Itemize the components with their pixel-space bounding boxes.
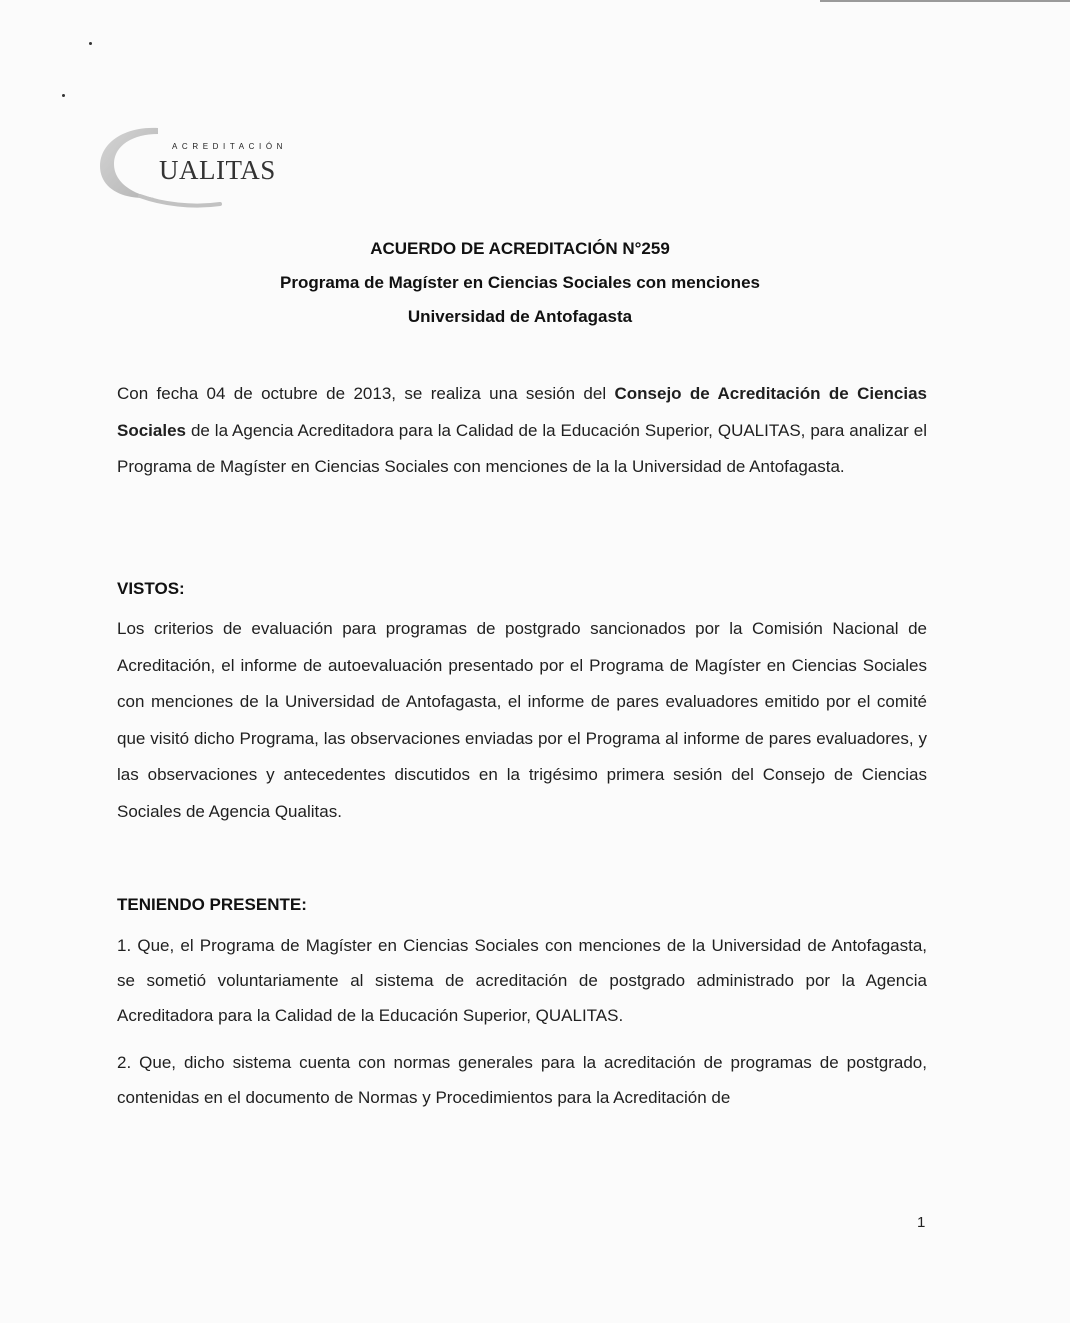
scan-speck — [89, 42, 92, 45]
intro-text-end: de la Agencia Acreditadora para la Calidad de la Educación Superior, QUALITAS, para analizar el Programa de Magíster en Ciencias Sociales con menciones de la la Universidad de Antofagasta. — [117, 420, 927, 476]
intro-council-name: Consejo de Acreditación de Ciencias Sociales — [117, 384, 927, 440]
page-number: 1 — [917, 1214, 926, 1231]
logo-ualitas-text: UALITAS — [159, 155, 276, 185]
intro-text-start: Con fecha 04 de octubre de 2013, se realiza una sesión del — [117, 384, 615, 403]
qualitas-logo — [92, 120, 292, 212]
consideration-item-1: 1. Que, el Programa de Magíster en Ciencias Sociales con menciones de la Universidad de Antofagasta, se sometió voluntariamente al sistema de acreditación de postgrado administrado por la Agencia Acreditadora para la Calidad de la Educación Superior, QUALITAS. — [117, 936, 927, 1025]
consideration-item-2: 2. Que, dicho sistema cuenta con normas generales para la acreditación de programas de postgrado, contenidas en el documento de Normas y Procedimientos para la Acreditación de — [117, 1053, 927, 1107]
program-title: Programa de Magíster en Ciencias Sociales con menciones — [280, 273, 760, 292]
university-title: Universidad de Antofagasta — [407, 307, 633, 326]
intro-paragraph — [117, 376, 927, 486]
scan-edge-line — [820, 0, 1070, 2]
vistos-heading: VISTOS: — [117, 579, 185, 598]
document-title-block — [0, 232, 1040, 334]
teniendo-presente-heading: TENIENDO PRESENTE: — [117, 895, 307, 914]
logo-acreditacion-text: ACREDITACIÓN — [172, 142, 288, 151]
agreement-title: ACUERDO DE ACREDITACIÓN N°259 — [370, 239, 670, 258]
vistos-paragraph: Los criterios de evaluación para programas de postgrado sancionados por la Comisión Nacional de Acreditación, el informe de autoevaluación presentado por el Programa de Magíster en Ciencias Sociales con menciones de la Universidad de Antofagasta, el informe de pares evaluadores emitido por el comité que visitó dicho Programa, las observaciones enviadas por el Programa al informe de pares evaluadores, y las observaciones y antecedentes discutidos en la trigésimo primera sesión del Consejo de Ciencias Sociales de Agencia Qualitas. — [117, 619, 927, 821]
scan-speck — [62, 94, 65, 97]
